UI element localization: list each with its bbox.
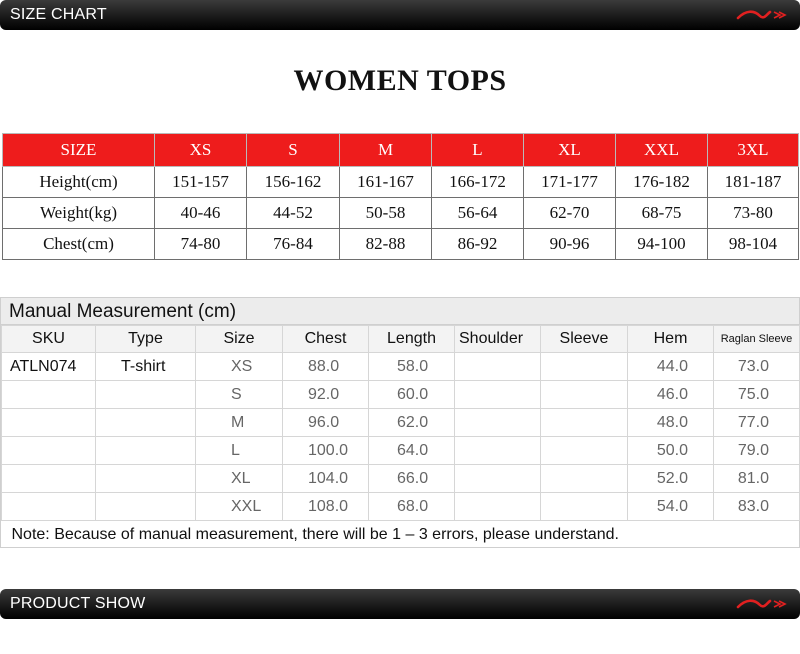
sku-cell — [2, 493, 96, 521]
size-header-cell: 3XL — [708, 134, 799, 167]
size-cell: XL — [196, 465, 283, 493]
row-label: Chest(cm) — [3, 229, 155, 260]
sleeve-cell — [541, 493, 628, 521]
table-cell: 62-70 — [524, 198, 616, 229]
raglan-cell: 83.0 — [714, 493, 800, 521]
size-header-cell: SIZE — [3, 134, 155, 167]
table-cell: 90-96 — [524, 229, 616, 260]
sku-cell: ATLN074 — [2, 353, 96, 381]
table-cell: 171-177 — [524, 167, 616, 198]
table-cell: 151-157 — [155, 167, 247, 198]
shoulder-cell — [455, 353, 541, 381]
chest-cell: 100.0 — [283, 437, 369, 465]
chest-cell: 96.0 — [283, 409, 369, 437]
chest-cell: 92.0 — [283, 381, 369, 409]
table-cell: 94-100 — [616, 229, 708, 260]
size-header-cell: XXL — [616, 134, 708, 167]
col-header-size: Size — [196, 326, 283, 353]
manual-measurement-title: Manual Measurement (cm) — [1, 298, 799, 325]
size-cell: XS — [196, 353, 283, 381]
raglan-cell: 75.0 — [714, 381, 800, 409]
sleeve-cell — [541, 381, 628, 409]
type-cell — [96, 437, 196, 465]
col-header-sleeve: Sleeve — [541, 326, 628, 353]
manual-measurement-section — [0, 297, 800, 548]
type-cell — [96, 409, 196, 437]
size-header-cell: M — [340, 134, 432, 167]
brand-logo-icon — [736, 595, 788, 613]
length-cell: 62.0 — [369, 409, 455, 437]
hem-cell: 50.0 — [628, 437, 714, 465]
size-header-cell: XL — [524, 134, 616, 167]
col-header-length: Length — [369, 326, 455, 353]
size-header-cell: L — [432, 134, 524, 167]
size-cell: S — [196, 381, 283, 409]
length-cell: 58.0 — [369, 353, 455, 381]
table-cell: 50-58 — [340, 198, 432, 229]
sku-cell — [2, 381, 96, 409]
hem-cell: 44.0 — [628, 353, 714, 381]
manual-measurement-table — [1, 325, 800, 549]
type-cell — [96, 381, 196, 409]
table-cell: 56-64 — [432, 198, 524, 229]
length-cell: 66.0 — [369, 465, 455, 493]
table-row — [2, 493, 800, 521]
raglan-cell: 77.0 — [714, 409, 800, 437]
raglan-cell: 81.0 — [714, 465, 800, 493]
table-cell: 181-187 — [708, 167, 799, 198]
table-cell: 68-75 — [616, 198, 708, 229]
chest-cell: 108.0 — [283, 493, 369, 521]
table-cell: 40-46 — [155, 198, 247, 229]
col-header-chest: Chest — [283, 326, 369, 353]
table-row — [2, 465, 800, 493]
size-header-row — [3, 134, 799, 167]
sleeve-cell — [541, 437, 628, 465]
shoulder-cell — [455, 381, 541, 409]
hem-cell: 52.0 — [628, 465, 714, 493]
size-header-cell: S — [247, 134, 340, 167]
table-cell: 44-52 — [247, 198, 340, 229]
type-cell — [96, 493, 196, 521]
row-label: Height(cm) — [3, 167, 155, 198]
table-cell: 73-80 — [708, 198, 799, 229]
shoulder-cell — [455, 437, 541, 465]
table-cell: 166-172 — [432, 167, 524, 198]
type-cell: T-shirt — [96, 353, 196, 381]
chest-cell: 104.0 — [283, 465, 369, 493]
row-label: Weight(kg) — [3, 198, 155, 229]
sleeve-cell — [541, 409, 628, 437]
size-header-cell: XS — [155, 134, 247, 167]
hem-cell: 46.0 — [628, 381, 714, 409]
table-cell: 76-84 — [247, 229, 340, 260]
table-cell: 86-92 — [432, 229, 524, 260]
col-header-raglan-sleeve: Raglan Sleeve — [714, 326, 800, 353]
note-row — [2, 521, 800, 549]
brand-logo-icon — [736, 6, 788, 24]
type-cell — [96, 465, 196, 493]
table-row — [2, 353, 800, 381]
size-cell: XXL — [196, 493, 283, 521]
table-cell: 161-167 — [340, 167, 432, 198]
table-row — [2, 381, 800, 409]
col-header-hem: Hem — [628, 326, 714, 353]
chest-row — [3, 229, 799, 260]
size-chart-table — [2, 133, 799, 260]
table-cell: 82-88 — [340, 229, 432, 260]
size-chart-banner — [0, 0, 800, 30]
manual-header-row — [2, 326, 800, 353]
col-header-shoulder: Shoulder — [455, 326, 541, 353]
col-header-sku: SKU — [2, 326, 96, 353]
table-cell: 176-182 — [616, 167, 708, 198]
sleeve-cell — [541, 353, 628, 381]
hem-cell: 54.0 — [628, 493, 714, 521]
length-cell: 68.0 — [369, 493, 455, 521]
table-row — [2, 409, 800, 437]
size-cell: M — [196, 409, 283, 437]
product-show-banner — [0, 589, 800, 619]
banner-title: PRODUCT SHOW — [10, 595, 146, 612]
shoulder-cell — [455, 493, 541, 521]
length-cell: 60.0 — [369, 381, 455, 409]
height-row — [3, 167, 799, 198]
sleeve-cell — [541, 465, 628, 493]
table-row — [2, 437, 800, 465]
chest-cell: 88.0 — [283, 353, 369, 381]
table-cell: 156-162 — [247, 167, 340, 198]
sku-cell — [2, 409, 96, 437]
hem-cell: 48.0 — [628, 409, 714, 437]
size-cell: L — [196, 437, 283, 465]
shoulder-cell — [455, 465, 541, 493]
table-cell: 98-104 — [708, 229, 799, 260]
sku-cell — [2, 465, 96, 493]
raglan-cell: 73.0 — [714, 353, 800, 381]
measurement-note: Note: Because of manual measurement, there will be 1 – 3 errors, please understand. — [2, 521, 800, 549]
shoulder-cell — [455, 409, 541, 437]
length-cell: 64.0 — [369, 437, 455, 465]
weight-row — [3, 198, 799, 229]
table-cell: 74-80 — [155, 229, 247, 260]
banner-title: SIZE CHART — [10, 6, 107, 23]
raglan-cell: 79.0 — [714, 437, 800, 465]
col-header-type: Type — [96, 326, 196, 353]
page-title: WOMEN TOPS — [293, 64, 507, 97]
sku-cell — [2, 437, 96, 465]
